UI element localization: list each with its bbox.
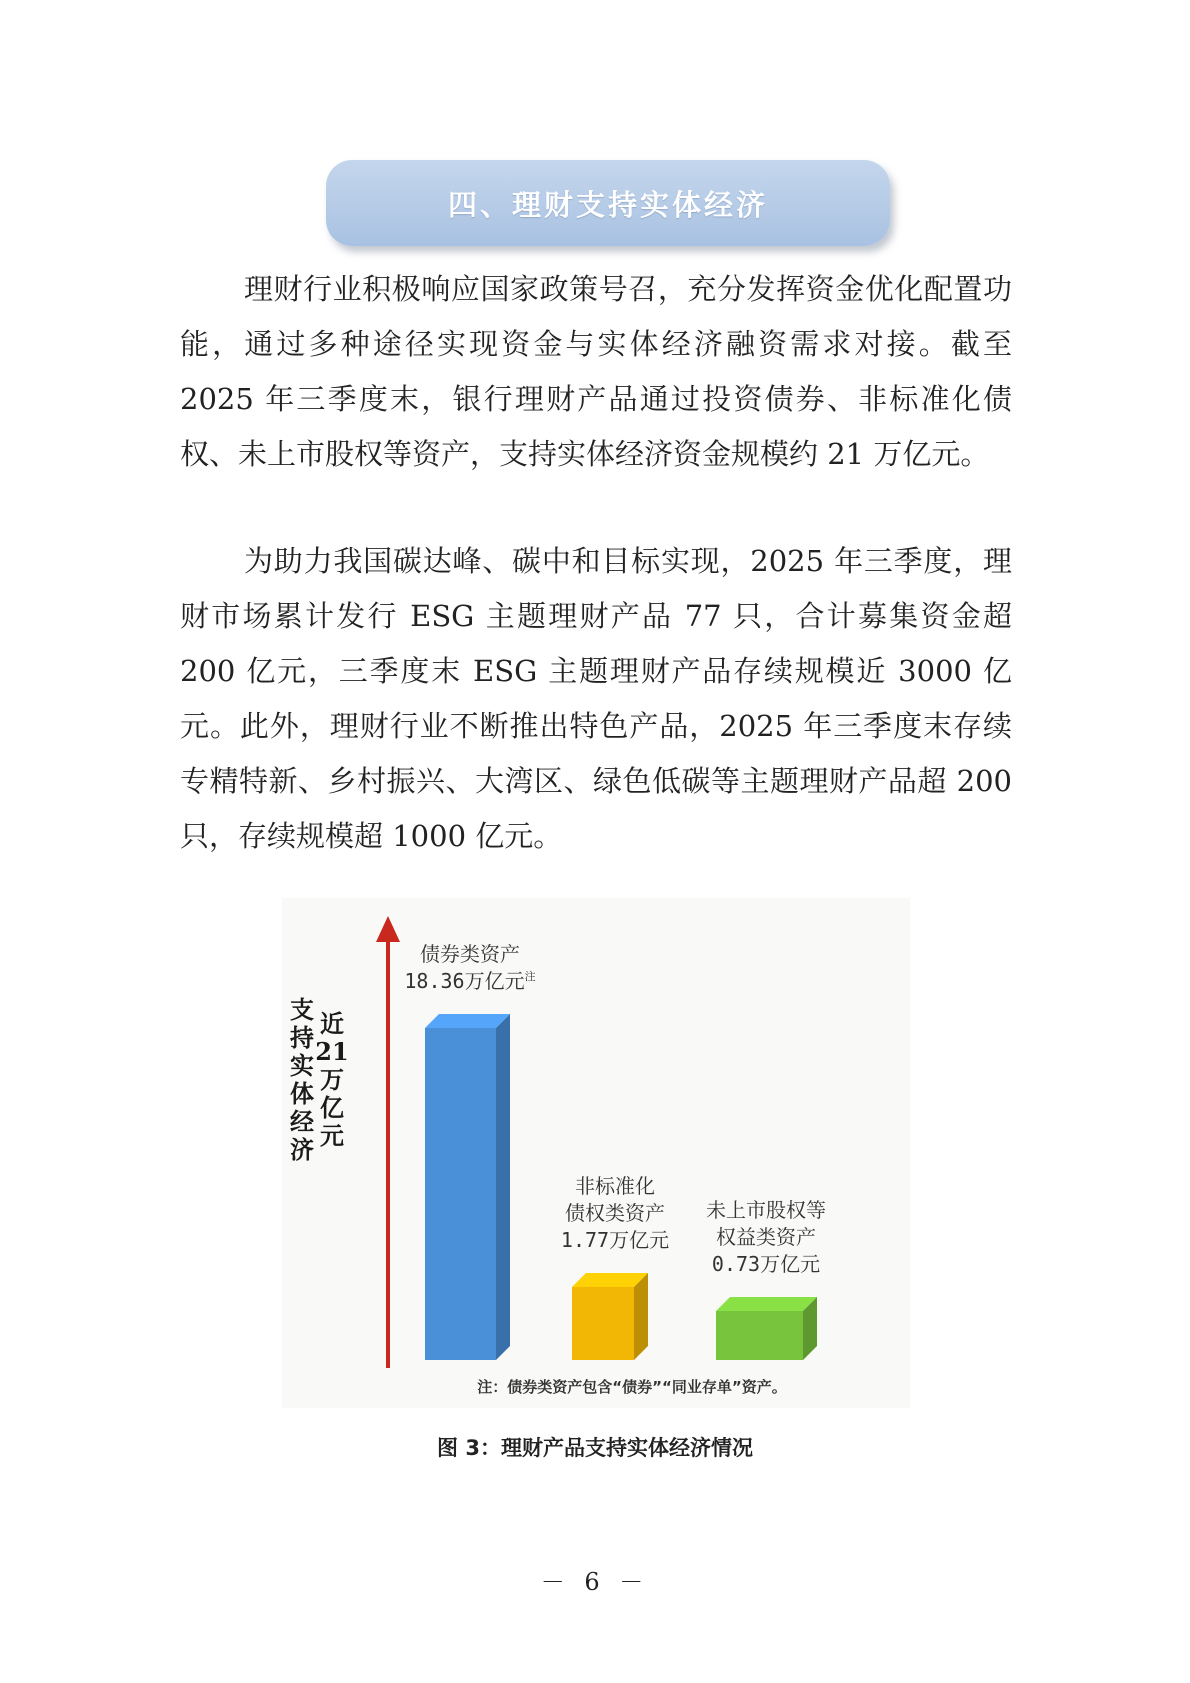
bar-side — [496, 1014, 510, 1360]
paragraph-2-block — [180, 534, 1012, 864]
chart-note: 注：债券类资产包含“债券”“同业存单”资产。 — [477, 1378, 787, 1396]
page-number: － 6 － — [540, 1568, 650, 1596]
chart-figure — [282, 898, 910, 1408]
axis-label-char: 近 — [320, 1009, 344, 1038]
axis-label-char: 支 — [290, 995, 314, 1024]
bar-label: 债券类资产 — [420, 942, 520, 966]
bar-side — [634, 1273, 648, 1360]
bar-label: 18.36万亿元$^注$ — [404, 969, 536, 993]
bar-label: 0.73万亿元 — [711, 1252, 821, 1276]
bar-label: 1.77万亿元 — [560, 1228, 670, 1252]
bar-front — [572, 1287, 634, 1360]
axis-label-char: 持 — [290, 1023, 314, 1052]
axis-label-char: 经 — [290, 1107, 314, 1136]
bar-chart — [282, 898, 910, 1408]
section-title: 四、理财支持实体经济 — [447, 187, 768, 222]
axis-label-char: 济 — [290, 1135, 314, 1164]
bar-label: 债权类资产 — [565, 1201, 665, 1225]
bar-label: 权益类资产 — [716, 1225, 816, 1249]
paragraph-1-block — [180, 262, 1012, 482]
section-title-banner — [326, 160, 890, 246]
axis-label-char: 体 — [290, 1079, 314, 1108]
bar-label: 未上市股权等 — [706, 1198, 826, 1222]
footnote-marker: 注 — [524, 970, 536, 983]
axis-label-char: 亿 — [320, 1093, 344, 1122]
paragraph-2: 为助力我国碳达峰、碳中和目标实现，2025 年三季度，理财市场累计发行 ESG 主题理财产品 77 只，合计募集资金超 200 亿元，三季度末 ESG 主题理财产品存续规模近 3000 亿元。此外，理财行业不断推出特色产品，2025 年三季度末存续专精特新、乡村振兴、大湾区、绿色低碳等主题理财产品超 200 只，存续规模超 1000 亿元。 — [180, 544, 1012, 853]
axis-label-char: 万 — [320, 1065, 344, 1094]
axis-label-char: 21 — [315, 1037, 349, 1066]
bar-label: 非标准化 — [575, 1174, 655, 1198]
bar-top — [716, 1297, 817, 1311]
figure-caption: 图 3：理财产品支持实体经济情况 — [437, 1436, 753, 1460]
axis-arrow-head — [376, 916, 400, 942]
bar-front — [425, 1028, 496, 1360]
bar-front — [716, 1311, 803, 1360]
bar-top — [425, 1014, 510, 1028]
axis-label-char: 实 — [290, 1051, 314, 1080]
paragraph-1: 理财行业积极响应国家政策号召，充分发挥资金优化配置功能，通过多种途径实现资金与实体经济融资需求对接。截至 2025 年三季度末，银行理财产品通过投资债券、非标准化债权、未上市股权等资产，支持实体经济资金规模约 21 万亿元。 — [180, 272, 1012, 471]
axis-label-char: 元 — [320, 1121, 344, 1150]
